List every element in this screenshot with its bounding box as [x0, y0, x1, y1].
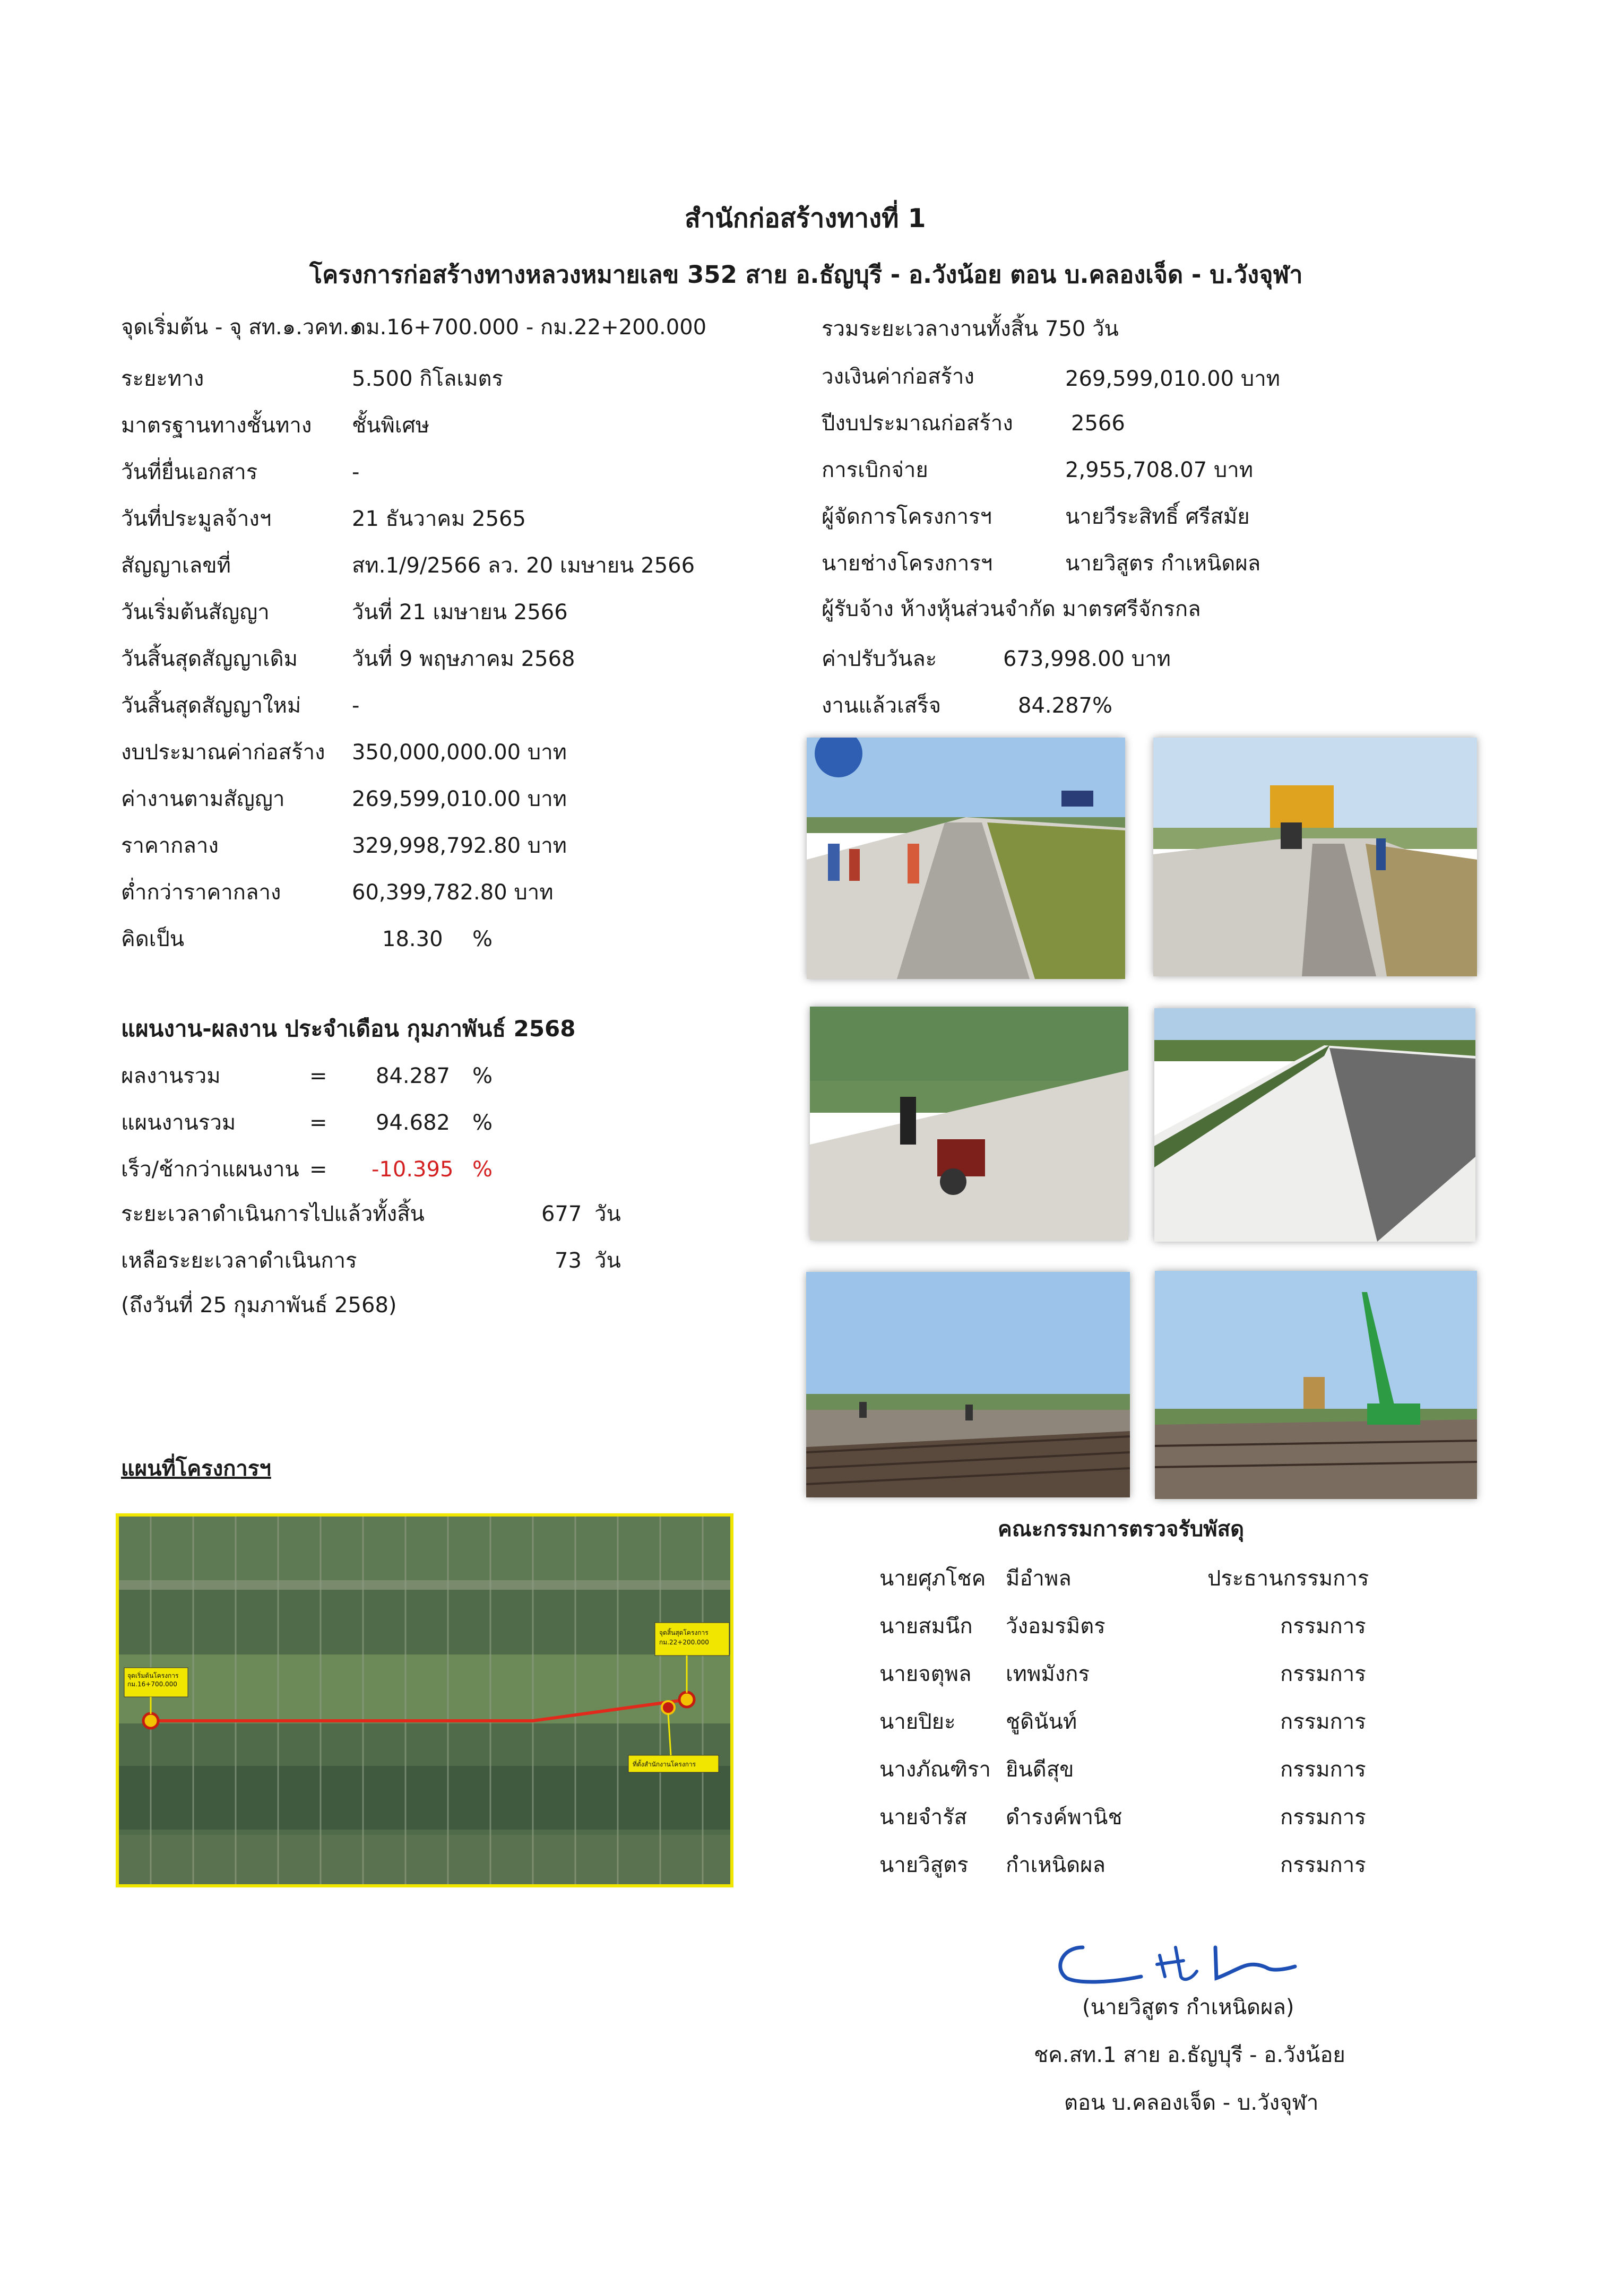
contract-number-value: สท.1/9/2566 ลว. 20 เมษายน 2566 — [352, 553, 695, 578]
construction-photo — [810, 1007, 1128, 1240]
contractor-label: ผู้รับจ้าง ห้างหุ้นส่วนจำกัด มาตรศรีจักรกล — [822, 597, 1201, 621]
committee-role: กรรมการ — [1280, 1614, 1366, 1639]
elapsed-unit: วัน — [594, 1202, 621, 1226]
variance-label: เร็ว/ช้ากว่าแผนงาน — [121, 1157, 299, 1182]
budget-label: งบประมาณค่าก่อสร้าง — [121, 740, 325, 765]
committee-first-name: นางภัณฑิรา — [879, 1757, 991, 1782]
percent-value: 18.30 — [382, 927, 443, 951]
daily-fine-value: 673,998.00 บาท — [1003, 647, 1171, 671]
signer-position-line2: ตอน บ.คลองเจ็ด - บ.วังจุฬา — [1064, 2091, 1319, 2115]
map-heading: แผนที่โครงการฯ — [121, 1457, 271, 1481]
committee-role: กรรมการ — [1280, 1662, 1366, 1686]
contract-end-new-value: - — [352, 694, 360, 718]
percent-unit: % — [472, 927, 493, 951]
document-date-value: - — [352, 460, 360, 484]
construction-amount-value: 269,599,010.00 บาท — [1065, 367, 1281, 391]
planned-progress-label: แผนงานรวม — [121, 1111, 236, 1135]
remaining-unit: วัน — [594, 1249, 621, 1273]
percent-label: คิดเป็น — [121, 927, 185, 951]
bid-date-label: วันที่ประมูลจ้างฯ — [121, 507, 272, 531]
road-standard-value: ชั้นพิเศษ — [352, 413, 430, 438]
committee-role: กรรมการ — [1280, 1757, 1366, 1782]
actual-progress-label: ผลงานรวม — [121, 1064, 221, 1088]
elapsed-value: 677 — [541, 1202, 582, 1226]
daily-fine-label: ค่าปรับวันละ — [822, 647, 937, 671]
planned-progress-value: 94.682 — [376, 1111, 450, 1135]
planned-progress-eq: = — [309, 1111, 327, 1135]
below-median-value: 60,399,782.80 บาท — [352, 880, 554, 905]
signer-name: (นายวิสูตร กำเหนิดผล) — [1082, 1995, 1294, 2020]
total-duration-label: รวมระยะเวลางานทั้งสิ้น 750 วัน — [822, 317, 1119, 341]
progress-title: แผนงาน-ผลงาน ประจำเดือน กุมภาพันธ์ 2568 — [121, 1016, 576, 1042]
budget-value: 350,000,000.00 บาท — [352, 740, 567, 765]
actual-progress-value: 84.287 — [376, 1064, 450, 1088]
committee-role: ประธานกรรมการ — [1207, 1566, 1369, 1591]
map-end-label — [659, 1628, 709, 1647]
committee-last-name: เทพมังกร — [1006, 1662, 1090, 1686]
committee-first-name: นายวิสูตร — [879, 1853, 969, 1877]
signer-position-line1: ชค.สท.1 สาย อ.ธัญบุรี - อ.วังน้อย — [1034, 2043, 1345, 2067]
committee-last-name: ดำรงค์พานิช — [1006, 1805, 1122, 1830]
construction-photo — [807, 738, 1125, 979]
contract-amount-label: ค่างานตามสัญญา — [121, 787, 285, 811]
contract-end-new-label: วันสิ้นสุดสัญญาใหม่ — [121, 694, 301, 718]
start-point-value: กม.16+700.000 - กม.22+200.000 — [353, 315, 707, 340]
contract-amount-value: 269,599,010.00 บาท — [352, 787, 567, 811]
committee-last-name: วังอมรมิตร — [1006, 1614, 1106, 1639]
variance-value: -10.395 — [372, 1157, 454, 1182]
actual-progress-unit: % — [472, 1064, 493, 1088]
map-end-label-name: จุดสิ้นสุดโครงการ — [659, 1629, 709, 1636]
construction-photo — [1154, 1008, 1475, 1242]
map-office-label: ที่ตั้งสำนักงานโครงการ — [633, 1761, 696, 1768]
map-start-label-name: จุดเริ่มต้นโครงการ — [127, 1672, 179, 1679]
committee-last-name: มีอำพล — [1006, 1566, 1072, 1591]
construction-photo — [806, 1272, 1130, 1497]
committee-last-name: ยินดีสุข — [1006, 1757, 1074, 1782]
committee-role: กรรมการ — [1280, 1853, 1366, 1877]
distance-value: 5.500 กิโลเมตร — [352, 367, 503, 391]
planned-progress-unit: % — [472, 1111, 493, 1135]
committee-first-name: นายจตุพล — [879, 1662, 972, 1686]
committee-first-name: นายสมนึก — [879, 1614, 973, 1639]
contract-start-value: วันที่ 21 เมษายน 2566 — [352, 600, 568, 625]
remaining-label: เหลือระยะเวลาดำเนินการ — [121, 1249, 357, 1273]
contract-end-original-value: วันที่ 9 พฤษภาคม 2568 — [352, 647, 575, 671]
fiscal-year-label: ปีงบประมาณก่อสร้าง — [822, 411, 1013, 436]
committee-role: กรรมการ — [1280, 1805, 1366, 1830]
signature-scribble — [1051, 1931, 1327, 1990]
committee-last-name: กำเหนิดผล — [1006, 1853, 1106, 1877]
variance-eq: = — [309, 1157, 327, 1182]
elapsed-label: ระยะเวลาดำเนินการไปแล้วทั้งสิ้น — [121, 1202, 425, 1226]
completion-label: งานแล้วเสร็จ — [822, 694, 942, 718]
as-of-date: (ถึงวันที่ 25 กุมภาพันธ์ 2568) — [121, 1293, 397, 1318]
median-price-value: 329,998,792.80 บาท — [352, 834, 567, 858]
construction-photo — [1155, 1271, 1477, 1499]
actual-progress-eq: = — [309, 1064, 327, 1088]
completion-value: 84.287% — [1018, 694, 1112, 718]
committee-role: กรรมการ — [1280, 1710, 1366, 1734]
distance-label: ระยะทาง — [121, 367, 204, 391]
office-title: สำนักก่อสร้างทางที่ 1 — [685, 203, 926, 233]
construction-photo — [1153, 738, 1477, 976]
project-manager-label: ผู้จัดการโครงการฯ — [822, 505, 992, 529]
committee-first-name: นายศุภโชค — [879, 1566, 986, 1591]
contract-end-original-label: วันสิ้นสุดสัญญาเดิม — [121, 647, 298, 671]
variance-unit: % — [472, 1157, 493, 1182]
project-title: โครงการก่อสร้างทางหลวงหมายเลข 352 สาย อ.ธัญบุรี - อ.วังน้อย ตอน บ.คลองเจ็ด - บ.วังจุฬา — [309, 261, 1303, 289]
document-date-label: วันที่ยื่นเอกสาร — [121, 460, 258, 484]
contract-number-label: สัญญาเลขที่ — [121, 553, 231, 578]
committee-first-name: นายจำรัส — [879, 1805, 968, 1830]
disbursement-label: การเบิกจ่าย — [822, 458, 928, 482]
map-start-label-km: กม.16+700.000 — [127, 1680, 177, 1688]
start-point-label: จุดเริ่มต้น - จุ สท.๑.วคท.๑ — [121, 315, 363, 340]
committee-first-name: นายปิยะ — [879, 1710, 956, 1734]
below-median-label: ต่ำกว่าราคากลาง — [121, 880, 281, 905]
committee-title: คณะกรรมการตรวจรับพัสดุ — [998, 1517, 1245, 1541]
construction-amount-label: วงเงินค่าก่อสร้าง — [822, 365, 974, 389]
committee-last-name: ชูดินันท์ — [1006, 1710, 1077, 1734]
project-engineer-value: นายวิสูตร กำเหนิดผล — [1065, 551, 1261, 576]
remaining-value: 73 — [555, 1249, 582, 1273]
project-manager-value: นายวีระสิทธิ์ ศรีสมัย — [1065, 505, 1250, 529]
fiscal-year-value: 2566 — [1071, 411, 1125, 436]
project-engineer-label: นายช่างโครงการฯ — [822, 551, 993, 576]
contract-start-label: วันเริ่มต้นสัญญา — [121, 600, 270, 625]
map-end-label-km: กม.22+200.000 — [659, 1639, 709, 1646]
disbursement-value: 2,955,708.07 บาท — [1065, 458, 1254, 482]
median-price-label: ราคากลาง — [121, 834, 219, 858]
bid-date-value: 21 ธันวาคม 2565 — [352, 507, 526, 531]
map-start-label — [127, 1671, 179, 1688]
project-map — [116, 1513, 733, 1887]
road-standard-label: มาตรฐานทางชั้นทาง — [121, 413, 312, 438]
